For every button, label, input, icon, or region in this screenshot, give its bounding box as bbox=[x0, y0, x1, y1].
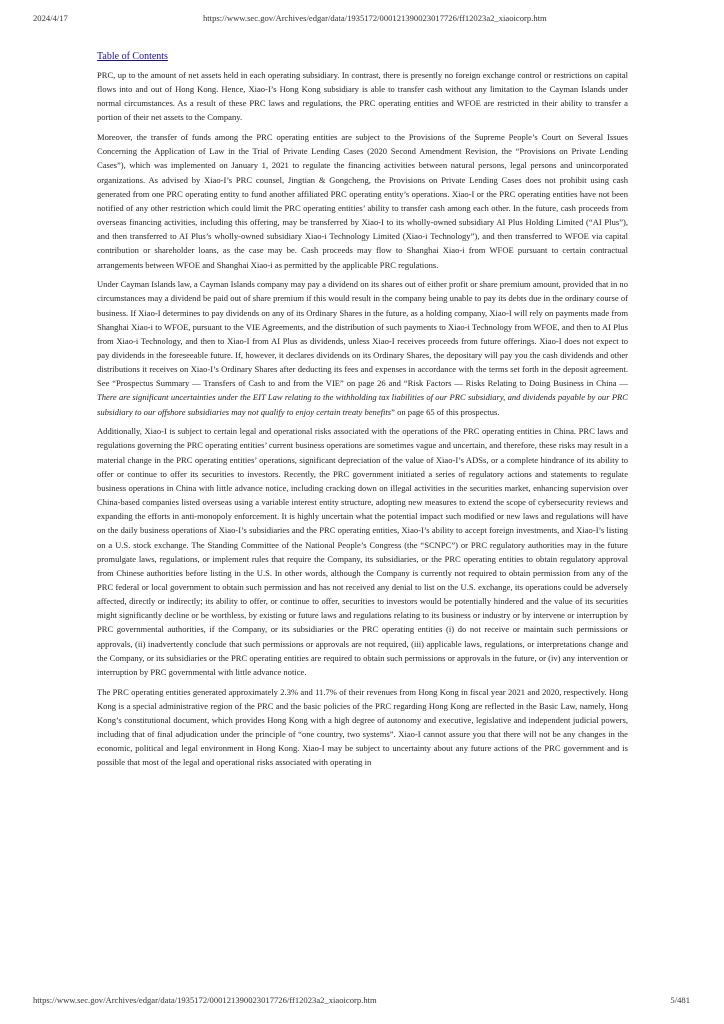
print-date: 2024/4/17 bbox=[33, 13, 68, 23]
footer-url: https://www.sec.gov/Archives/edgar/data/1935172/000121390023017726/ff12023a2_xiaoicorp.htm bbox=[33, 995, 377, 1005]
print-header bbox=[33, 13, 690, 25]
print-footer bbox=[33, 995, 690, 1007]
document-body bbox=[97, 46, 628, 775]
paragraph-4: Additionally, Xiao-I is subject to certain legal and operational risks associated with the operations of the PRC operating entities in China. PRC laws and regulations governing the PRC operating entities’ current business operations are sometimes vague and uncertain, and therefore, these risks may result in a material change in the PRC operating entities’ operations, significant depreciation of the value of Xiao-I’s ADSs, or a complete hindrance of its ability to offer or continue to offer its securities to investors. Recently, the PRC government initiated a series of regulatory actions and statements to regulate business operations in China with little advance notice, including cracking down on illegal activities in the securities market, enhancing supervision over China-based companies listed overseas using a variable interest entity structure, adopting new measures to extend the scope of cybersecurity reviews and expanding the efforts in anti-monopoly enforcement. It is highly uncertain what the potential impact such modified or new laws and regulations will have on the daily business operations of Xiao-I’s subsidiaries and the PRC operating entities, Xiao-I’s ability to accept foreign investments, and Xiao-I’s listing on a U.S. stock exchange. The Standing Committee of the National People’s Congress (the “SCNPC”) or PRC regulatory authorities may in the future promulgate laws, regulations, or implement rules that require the Company, its subsidiaries, or the PRC operating entities to obtain regulatory approval from Chinese authorities before listing in the U.S. In other words, although the Company is currently not required to obtain permission from any of the PRC federal or local government to obtain such permission and has not received any denial to list on the U.S. exchange, its operations could be adversely affected, directly or indirectly; its ability to offer, or continue to offer, securities to investors would be potentially hindered and the value of its securities might significantly decline or be worthless, by existing or future laws and regulations relating to its business or industry or by intervene or interruption by PRC governmental authorities, if the Company, or its subsidiaries or the PRC operating entities (i) do not receive or maintain such permissions or approvals, (ii) inadvertently conclude that such permissions or approvals are not required, (iii) applicable laws, regulations, or interpretations change and the Company, or its subsidiaries or the PRC operating entities are required to obtain such permissions or approvals in the future, or (iv) any intervention or interruption by PRC governmental with little advance notice. bbox=[97, 426, 628, 677]
paragraph-1: PRC, up to the amount of net assets held in each operating subsidiary. In contrast, there is presently no foreign exchange control or restrictions on capital flows into and out of Hong Kong. Hence, Xiao-I’s Hong Kong subsidiary is able to transfer cash without any limitation to the Cayman Islands under normal circumstances. As a result of these PRC laws and regulations, the PRC operating entities and WFOE are restricted in their ability to transfer a portion of their net assets to the Company. bbox=[97, 70, 628, 123]
paragraph-5: The PRC operating entities generated approximately 2.3% and 11.7% of their revenues from Hong Kong in fiscal year 2021 and 2020, respectively. Hong Kong is a special administrative region of the PRC and the basic policies of the PRC regarding Hong Kong are reflected in the Basic Law, namely, Hong Kong’s constitutional document, which provides Hong Kong with a high degree of autonomy and executive, legislative and independent judicial powers, including that of final adjudication under the principle of “one country, two systems”. Xiao-I cannot assure you that there will not be any changes in the economic, political and legal environment in Hong Kong. Xiao-I may be subject to uncertainty about any future actions of the PRC government and is possible that most of the legal and operational risks associated with operating in bbox=[97, 686, 628, 768]
paragraph-3-italic: There are significant uncertainties under the EIT Law relating to the withholding tax liabilities of our PRC subsidiary, and dividends payable by our PRC subsidiary to our offshore subsidiaries may not qualify to enjoy certain treaty benefits bbox=[97, 392, 628, 417]
page-number: 5/481 bbox=[670, 995, 690, 1005]
paragraph-2: Moreover, the transfer of funds among the PRC operating entities are subject to the Provisions of the Supreme People’s Court on Several Issues Concerning the Application of Law in the Trial of Private Lending Cases (2020 Second Amendment Revision, the “Provisions on Private Lending Cases”), which was implemented on January 1, 2021 to regulate the financing activities between natural persons, legal persons and unincorporated organizations. As advised by Xiao-I’s PRC counsel, Jingtian & Gongcheng, the Provisions on Private Lending Cases does not prohibit using cash generated from one PRC operating entity to fund another affiliated PRC operating entity’s operations. Xiao-I or the PRC operating entities have not been notified of any other restriction which could limit the PRC operating entities’ ability to transfer cash among each other. In the future, cash proceeds from overseas financing activities, including this offering, may be transferred by Xiao-I to its wholly-owned subsidiary AI Plus Holding Limited (“AI Plus”), and then transferred to AI Plus’s wholly-owned subsidiary Xiao-i Technology Limited (Xiao-i Technology”), and then transferred to WFOE via capital contribution or shareholder loans, as the case may be. Cash proceeds may flow to Shanghai Xiao-i from WFOE pursuant to certain contractual arrangements between WFOE and Shanghai Xiao-i as permitted by the applicable PRC regulations. bbox=[97, 132, 628, 270]
table-of-contents-link[interactable]: Table of Contents bbox=[97, 51, 168, 62]
paragraph-3-text: Under Cayman Islands law, a Cayman Islands company may pay a dividend on its shares out of either profit or share premium amount, provided that in no circumstances may a dividend be paid out of share premium if this would result in the company being unable to pay its debts due in the ordinary course of business. If Xiao-I determines to pay dividends on any of its Ordinary Shares in the future, as a holding company, Xiao-I will rely on payments made from Shanghai Xiao-i to WFOE, pursuant to the VIE Agreements, and the distribution of such payments to Xiao-i Technology from WFOE, and then to AI Plus from Xiao-i Technology, and then to Xiao-I from AI Plus as dividends, unless Xiao-I receives proceeds from future offerings. Xiao-I does not expect to pay dividends in the foreseeable future. If, however, it declares dividends on its Ordinary Shares, the depositary will pay you the cash dividends and other distributions it receives on Xiao-I’s Ordinary Shares after deducting its fees and expenses in accordance with the terms set forth in the deposit agreement. See “Prospectus Summary — Transfers of Cash to and from the VIE” on page 26 and “Risk Factors — Risks Relating to Doing Business in China — bbox=[97, 279, 628, 389]
print-url: https://www.sec.gov/Archives/edgar/data/1935172/000121390023017726/ff12023a2_xiaoicorp.htm bbox=[203, 13, 547, 23]
paragraph-3-tail: ” on page 65 of this prospectus. bbox=[391, 406, 500, 417]
paragraph-3 bbox=[97, 277, 628, 419]
